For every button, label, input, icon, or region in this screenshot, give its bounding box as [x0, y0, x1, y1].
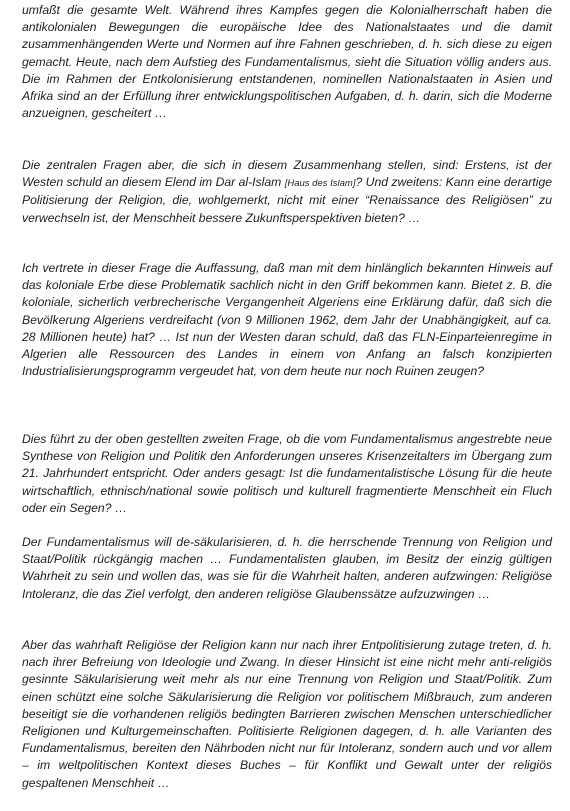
- paragraph-4: Dies führt zu der oben gestellten zweiten Frage, ob die vom Fundamentalismus angestrebte neue Synthese von Religion und Politik den Anforderungen unseres Krisenzeitalters im Übergang zum 21. Jahrhundert entspricht. Oder anders gesagt: Ist die fundamentalistische Lösung für die heute wirtschaftlich, ethnisch/national sowie politisch und kulturell fragmentierte Menschheit ein Fluch oder ein Segen? …: [22, 432, 552, 515]
- paragraph-3: Ich vertrete in dieser Frage die Auffassung, daß man mit dem hinlänglich bekannten Hinweis auf das koloniale Erbe diese Problematik sachlich nicht in den Griff bekommen kann. Bietet z. B. die koloniale, sicherlich verbrecherische Vergangenheit Algeriens eine Erklärung dafür, daß sich die Bevölkerung Algeriens verdreifacht (von 9 Millionen 1962, dem Jahr der Unabhängigkeit, auf ca. 28 Millionen heute) hat? … Ist nun der Westen daran schuld, daß das FLN-Einparteienregime in Algerien alle Ressourcen des Landes in einem von Anfang an falsch konzipierten Industrialisierungsprogramm vergeudet hat, von dem heute nur noch Ruinen zeugen?: [22, 261, 552, 379]
- paragraph-2-text-before: Die zentralen Fragen aber, die sich in diesem Zusammenhang stellen, sind: Erstens, ist der Westen schuld an diesem Elend im Dar al-Islam: [22, 158, 552, 190]
- paragraph-1: umfaßt die gesamte Welt. Während ihres Kampfes gegen die Kolonialherrschaft haben die antikolonialen Bewegungen die europäische Idee des Nationalstaates und die damit zusammenhängenden Werte und Normen auf ihre Fahnen geschrieben, d. h. sich diese zu eigen gemacht. Heute, nach dem Aufstieg des Fundamentalismus, sieht die Situation völlig anders aus. Die im Rahmen der Entkolonisierung entstandenen, nominellen Nationalstaaten in Asien und Afrika sind an der Erfüllung ihrer entwicklungspolitischen Aufgaben, d. h. darin, sich die Moderne anzueignen, gescheitert …: [22, 3, 552, 121]
- bracket-note: [Haus des Islam]: [284, 178, 356, 190]
- paragraph-2: [22, 157, 552, 227]
- paragraph-5: Der Fundamentalismus will de-säkularisieren, d. h. die herrschende Trennung von Religion und Staat/Politik rückgängig machen … Fundamentalisten glauben, im Besitz der einzig gültigen Wahrheit zu sein und wollen das, was sie für die Wahrheit halten, anderen aufzwingen: Religiöse Intoleranz, die das Ziel verfolgt, den anderen religiöse Glaubenssätze aufzuzwingen …: [22, 535, 552, 601]
- paragraph-2-text-after: ? Und zweitens: Kann eine derartige Politisierung der Religion, die, wohlgemerkt, nicht mit einer “Renaissance des Religiösen” zu verwechseln ist, der Menschheit bessere Zukunftsperspektiven bieten? …: [22, 175, 553, 225]
- paragraph-6: Aber das wahrhaft Religiöse der Religion kann nur nach ihrer Entpolitisierung zutage treten, d. h. nach ihrer Befreiung von Ideologie und Zwang. In dieser Hinsicht ist eine nicht mehr anti-religiös gesinnte Säkularisierung weit mehr als nur eine Trennung von Religion und Staat/Politik. Zum einen schützt eine solche Säkularisierung die Religion vor politischem Mißbrauch, zum anderen beseitigt sie die vorhandenen religiös bedingten Barrieren zwischen Menschen unterschiedlicher Religionen und Kulturgemeinschaften. Politisierte Religionen dagegen, d. h. alle Varianten des Fundamentalismus, bereiten den Nährboden nicht nur für Intoleranz, sondern auch und vor allem – im weltpolitischen Kontext dieses Buches – für Konflikt und Gewalt unter der religiös gespaltenen Menschheit …: [22, 638, 552, 790]
